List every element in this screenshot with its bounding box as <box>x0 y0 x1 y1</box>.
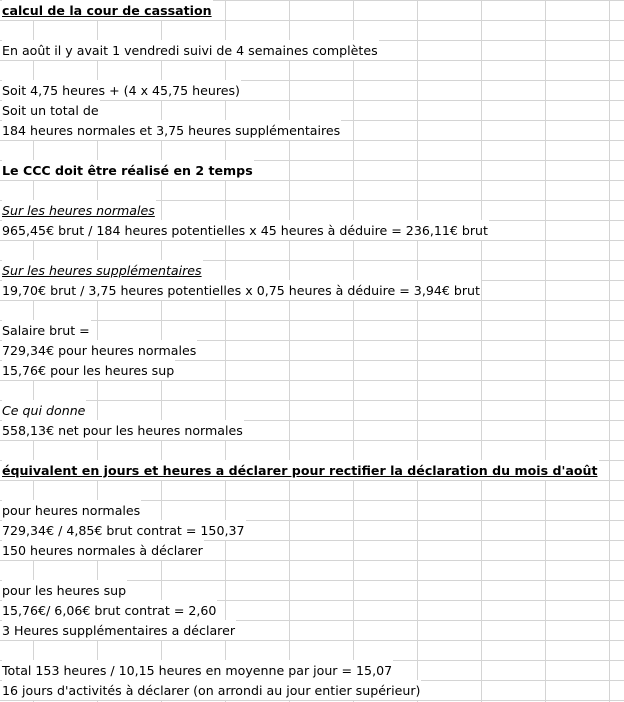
sheet-row <box>0 260 624 280</box>
cell[interactable]: Soit un total de <box>2 100 100 120</box>
cell[interactable]: 3 Heures supplémentaires a déclarer <box>2 620 236 640</box>
cell[interactable]: 150 heures normales à déclarer <box>2 540 204 560</box>
cell[interactable]: pour les heures sup <box>2 580 127 600</box>
cell[interactable]: calcul de la cour de cassation <box>2 0 213 20</box>
sheet-row <box>0 620 624 640</box>
cell[interactable]: Sur les heures normales <box>2 200 156 220</box>
sheet-row <box>0 340 624 360</box>
sheet-row <box>0 200 624 220</box>
sheet-row <box>0 440 624 460</box>
sheet-row <box>0 680 624 700</box>
sheet-row <box>0 240 624 260</box>
sheet-row <box>0 300 624 320</box>
sheet-row <box>0 500 624 520</box>
sheet-row <box>0 20 624 40</box>
cell[interactable]: 729,34€ / 4,85€ brut contrat = 150,37 <box>2 520 246 540</box>
cell[interactable]: 729,34€ pour heures normales <box>2 340 197 360</box>
cell[interactable]: Sur les heures supplémentaires <box>2 260 203 280</box>
sheet-row <box>0 400 624 420</box>
sheet-row <box>0 120 624 140</box>
sheet-row <box>0 580 624 600</box>
cell[interactable]: 15,76€/ 6,06€ brut contrat = 2,60 <box>2 600 217 620</box>
cell[interactable]: 19,70€ brut / 3,75 heures potentielles x 0,75 heures à déduire = 3,94€ brut <box>2 280 481 300</box>
cell[interactable]: En août il y avait 1 vendredi suivi de 4 semaines complètes <box>2 40 379 60</box>
sheet-row <box>0 60 624 80</box>
sheet-row <box>0 280 624 300</box>
cell[interactable]: Soit 4,75 heures + (4 x 45,75 heures) <box>2 80 241 100</box>
sheet-row <box>0 160 624 180</box>
cell[interactable]: équivalent en jours et heures a déclarer pour rectifier la déclaration du mois d'août <box>2 460 599 480</box>
sheet-row <box>0 540 624 560</box>
cell[interactable]: Total 153 heures / 10,15 heures en moyenne par jour = 15,07 <box>2 660 393 680</box>
sheet-row <box>0 460 624 480</box>
cell[interactable]: 16 jours d'activités à déclarer (on arrondi au jour entier supérieur) <box>2 680 421 700</box>
sheet-row <box>0 480 624 500</box>
cell[interactable]: 558,13€ net pour les heures normales <box>2 420 244 440</box>
cell[interactable]: Salaire brut = <box>2 320 91 340</box>
sheet-row <box>0 660 624 680</box>
sheet-row <box>0 600 624 620</box>
sheet-row <box>0 640 624 660</box>
cell[interactable]: 184 heures normales et 3,75 heures supplémentaires <box>2 120 341 140</box>
sheet-row <box>0 220 624 240</box>
cell[interactable]: pour heures normales <box>2 500 141 520</box>
sheet-row <box>0 520 624 540</box>
cell[interactable]: Ce qui donne <box>2 400 86 420</box>
sheet-row <box>0 40 624 60</box>
sheet-row <box>0 140 624 160</box>
cell[interactable]: Le CCC doit être réalisé en 2 temps <box>2 160 254 180</box>
sheet-row <box>0 0 624 20</box>
cell[interactable]: 965,45€ brut / 184 heures potentielles x 45 heures à déduire = 236,11€ brut <box>2 220 489 240</box>
sheet-row <box>0 180 624 200</box>
cell[interactable]: 15,76€ pour les heures sup <box>2 360 175 380</box>
sheet-row <box>0 380 624 400</box>
sheet-row <box>0 80 624 100</box>
sheet-row <box>0 320 624 340</box>
sheet-row <box>0 560 624 580</box>
sheet-row <box>0 360 624 380</box>
sheet-row <box>0 100 624 120</box>
sheet-row <box>0 420 624 440</box>
